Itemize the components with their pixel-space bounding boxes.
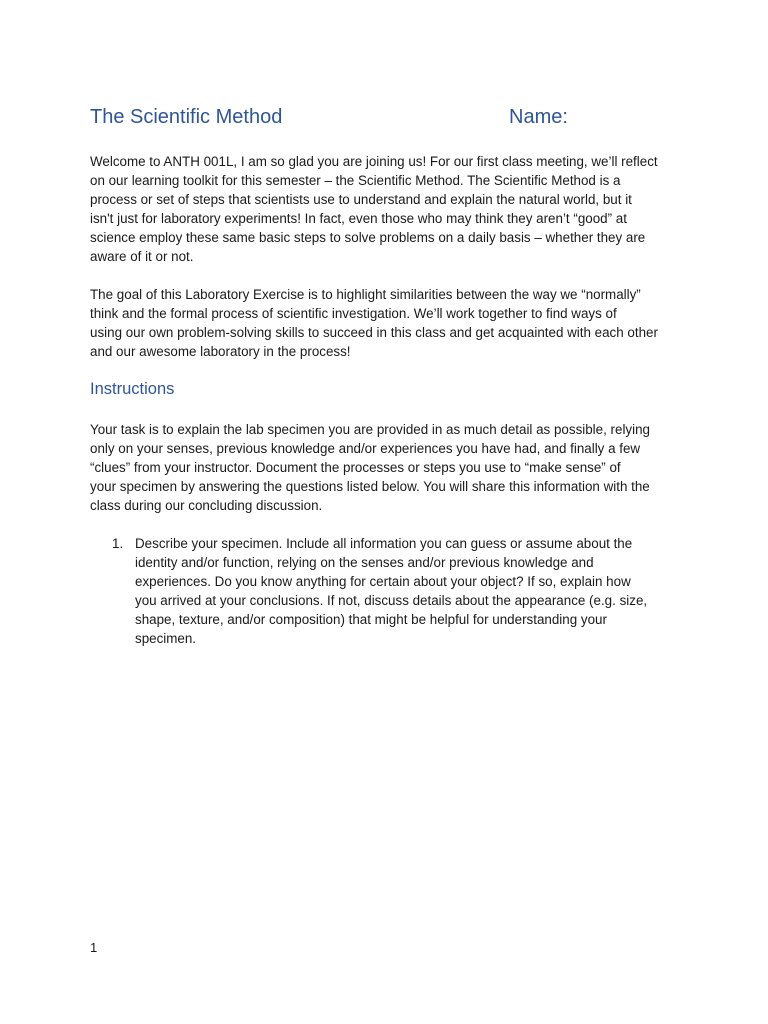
page-number: 1 [90, 940, 98, 955]
question-line: experiences. Do you know anything for certain about your object? If so, explain how [135, 574, 631, 589]
intro-line: isn't just for laboratory experiments! In fact, even those who may think they aren’t “good” at [90, 211, 627, 226]
instructions-line: only on your senses, previous knowledge and/or experiences you have had, and finally a few [90, 441, 641, 456]
question-number: 1. [112, 536, 124, 551]
question-text [135, 534, 647, 648]
question-line: specimen. [135, 631, 197, 646]
goal-line: using our own problem-solving skills to succeed in this class and get acquainted with each other [90, 325, 658, 340]
intro-line: aware of it or not. [90, 249, 194, 264]
instructions-heading: Instructions [90, 380, 175, 398]
instructions-line: your specimen by answering the questions listed below. You will share this information with the [90, 479, 650, 494]
goal-line: think and the formal process of scientific investigation. We’ll work together to find ways of [90, 306, 617, 321]
title-row [90, 106, 690, 136]
instructions-paragraph [90, 420, 680, 515]
intro-line: Welcome to ANTH 001L, I am so glad you are joining us! For our first class meeting, we’ll reflect [90, 154, 658, 169]
instructions-line: class during our concluding discussion. [90, 498, 323, 513]
instructions-line: Your task is to explain the lab specimen you are provided in as much detail as possible, relying [90, 422, 650, 437]
question-line: Describe your specimen. Include all information you can guess or assume about the [135, 536, 633, 551]
intro-line: science employ these same basic steps to solve problems on a daily basis – whether they are [90, 230, 646, 245]
goal-paragraph [90, 285, 680, 361]
intro-line: on our learning toolkit for this semester – the Scientific Method. The Scientific Method is a [90, 173, 621, 188]
name-label: Name: [509, 106, 568, 128]
instructions-line: “clues” from your instructor. Document the processes or steps you use to “make sense” of [90, 460, 621, 475]
goal-line: and our awesome laboratory in the process! [90, 344, 351, 359]
question-line: you arrived at your conclusions. If not, discuss details about the appearance (e.g. size, [135, 593, 648, 608]
intro-line: process or set of steps that scientists use to understand and explain the natural world, but it [90, 192, 632, 207]
goal-line: The goal of this Laboratory Exercise is to highlight similarities between the way we “normally” [90, 287, 641, 302]
question-line: shape, texture, and/or composition) that might be helpful for understanding your [135, 612, 607, 627]
question-line: identity and/or function, relying on the senses and/or previous knowledge and [135, 555, 594, 570]
intro-paragraph [90, 152, 680, 266]
document-title: The Scientific Method [90, 106, 283, 128]
